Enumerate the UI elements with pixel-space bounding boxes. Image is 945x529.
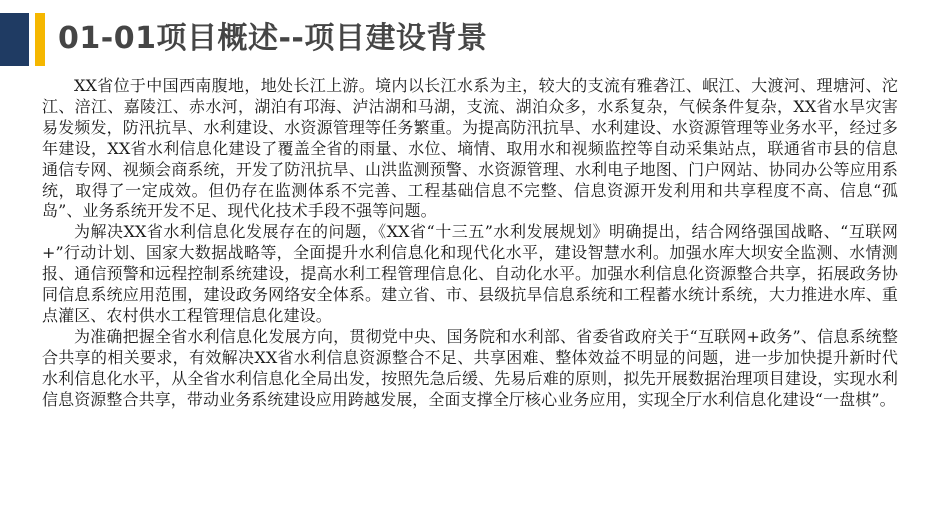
header-accent-yellow-bar (35, 13, 45, 66)
paragraph-background: XX省位于中国西南腹地，地处长江上游。境内以长江水系为主，较大的支流有雅砻江、岷江、大渡河、理塘河、沱江、涪江、嘉陵江、赤水河，湖泊有邛海、泸沽湖和马湖，支流、湖泊众多，水系复杂，气候条件复杂，XX省水旱灾害易发频发，防汛抗旱、水利建设、水资源管理等任务繁重。为提高防汛抗旱、水利建设、水资源管理等业务水平，经过多年建设，XX省水利信息化建设了覆盖全省的雨量、水位、墒情、取用水和视频监控等自动采集站点，联通省市县的信息通信专网、视频会商系统，开发了防汛抗旱、山洪监测预警、水资源管理、水利电子地图、门户网站、协同办公等应用系统，取得了一定成效。但仍存在监测体系不完善、工程基础信息不完整、信息资源开发利用和共享程度不高、信息“孤岛”、业务系统开发不足、现代化技术手段不强等问题。 (42, 76, 898, 221)
paragraph-direction: 为准确把握全省水利信息化发展方向，贯彻党中央、国务院和水利部、省委省政府关于“互联网+政务”、信息系统整合共享的相关要求，有效解决XX省水利信息资源整合不足、共享困难、整体效益不明显的问题，进一步加快提升新时代水利信息化水平，从全省水利信息化全局出发，按照先急后缓、先易后难的原则，拟先开展数据治理项目建设，实现水利信息资源整合共享，带动业务系统建设应用跨越发展，全面支撑全厅核心业务应用，实现全厅水利信息化建设“一盘棋”。 (42, 326, 898, 409)
page-title: 01-01项目概述--项目建设背景 (58, 21, 488, 56)
paragraph-planning: 为解决XX省水利信息化发展存在的问题，《XX省“十三五”水利发展规划》明确提出，结合网络强国战略、“互联网+”行动计划、国家大数据战略等，全面提升水利信息化和现代化水平，建设智慧水利。加强水库大坝安全监测、水情测报、通信预警和远程控制系统建设，提高水利工程管理信息化、自动化水平。加强水利信息化资源整合共享，拓展政务协同信息系统应用范围，建设政务网络安全体系。建立省、市、县级抗旱信息系统和工程蓄水统计系统，大力推进水库、重点灌区、农村供水工程管理信息化建设。 (42, 222, 898, 325)
header-accent-navy-bar (0, 13, 29, 66)
body-text (42, 76, 898, 411)
